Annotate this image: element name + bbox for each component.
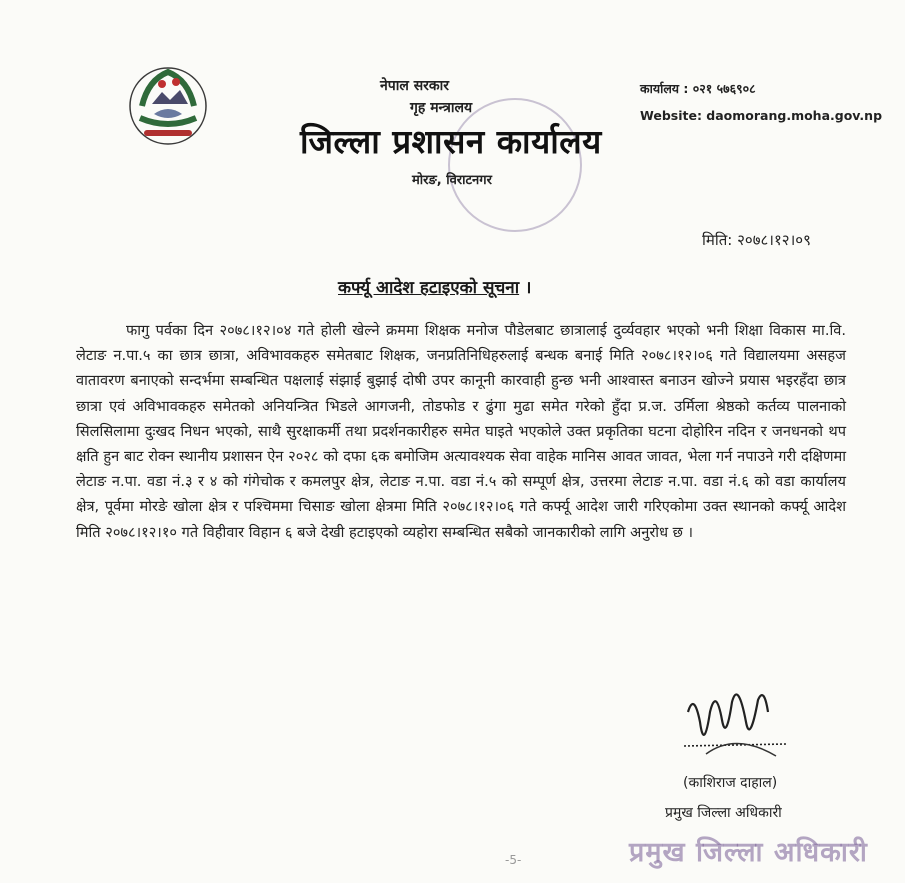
phone-number: कार्यालय : ०२१ ५७६९०८	[640, 81, 756, 96]
signature-icon	[676, 682, 796, 772]
official-stamp: प्रमुख जिल्ला अधिकारी	[629, 837, 868, 868]
website-link[interactable]: Website: daomorang.moha.gov.np	[640, 108, 883, 123]
page-footer-mark: -5-	[505, 853, 522, 867]
office-location: मोरङ, विराटनगर	[412, 173, 492, 188]
signer-name: (काशिराज दाहाल)	[683, 775, 778, 791]
notice-title	[338, 275, 531, 298]
ministry-name: गृह मन्त्रालय	[410, 100, 473, 116]
notice-date: मिति: २०७८।१२।०९	[702, 231, 811, 249]
signer-title: प्रमुख जिल्ला अधिकारी	[665, 805, 782, 821]
notice-body	[76, 318, 846, 545]
notice-title-text: कर्फ्यू आदेश हटाइएको सूचना	[338, 278, 520, 298]
contact-block	[640, 80, 882, 134]
notice-paragraph: फागु पर्वका दिन २०७८।१२।०४ गते होली खेल्ने क्रममा शिक्षक मनोज पौडेलबाट छात्रालाई दुर्व्यवहार भएको भनी शिक्षा विकास मा.वि. लेटाङ न.पा.५ का छात्र छात्रा, अविभावकहरु समेतबाट शिक्षक, जनप्रतिनिधिहरुलाई बन्धक बनाई मिति २०७८।१२।०६ गते विद्यालयमा असहज वातावरण बनाएको सन्दर्भमा सम्बन्धित पक्षलाई संझाई बुझाई दोषी उपर कानूनी कारवाही हुन्छ भनी आश्वास्त बनाउन खोज्ने प्रयास भइरहँदा छात्र छात्रा एवं अविभावकहरु समेतको अनियन्त्रित भिडले आगजनी, तोडफोड र ढुंगा मुढा समेत गरेको हुँदा प्र.ज. उर्मिला श्रेष्ठको कर्तव्य पालनाको सिलसिलामा दुःखद निधन भएको, साथै सुरक्षाकर्मी तथा प्रदर्शनकारीहरु समेत घाइते भएकोले उक्त प्रकृतिका घटना दोहोरिन नदिन र जनधनको थप क्षति हुन बाट रोक्न स्थानीय प्रशासन ऐन २०२८ को दफा ६क बमोजिम अत्यावश्यक सेवा वाहेक मानिस आवत जावत, भेला गर्न नपाउने गरी दक्षिणमा लेटाङ न.पा. वडा नं.३ र ४ को गंगेचोक र कमलपुर क्षेत्र, लेटाङ न.पा. वडा नं.५ को सम्पूर्ण क्षेत्र, उत्तरमा लेटाङ न.पा. वडा नं.६ को वडा कार्यालय क्षेत्र, पूर्वमा मोरङे खोला क्षेत्र र पश्चिममा चिसाङ खोला क्षेत्रमा मिति २०७८।१२।०६ गते कर्फ्यू आदेश जारी गरिएकोमा उक्त स्थानको कर्फ्यू आदेश मिति २०७८।१२।१० गते विहीवार विहान ६ बजे देखी हटाइएको व्यहोरा सम्बन्धित सबैको जानकारीको लागि अनुरोध छ ।	[76, 322, 847, 541]
nepal-emblem-icon	[122, 60, 214, 150]
office-name: जिल्ला प्रशासन कार्यालय	[300, 122, 602, 161]
notice-title-end: ।	[519, 278, 532, 298]
government-name: नेपाल सरकार	[380, 78, 450, 94]
